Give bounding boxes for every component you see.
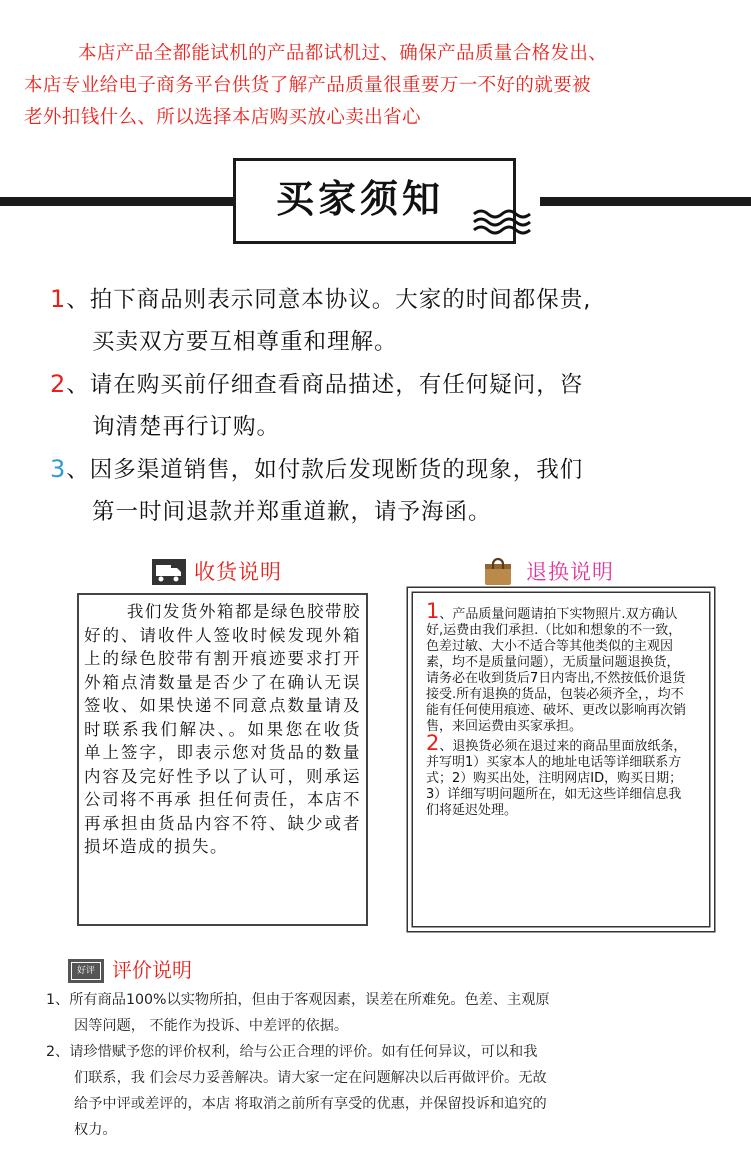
rule-number: 1 bbox=[50, 285, 67, 313]
rule-item bbox=[50, 448, 730, 533]
review-text-cont: 权力。 bbox=[74, 1122, 117, 1138]
banner-rule-left bbox=[0, 197, 233, 206]
rule-separator: 、 bbox=[66, 372, 90, 398]
rule-text: 因多渠道销售，如付款后发现断货的现象，我们 bbox=[89, 457, 584, 483]
returns-text-2: 、退换货必须在退过来的商品里面放纸条，并写明1）买家本人的地址电话等详细联系方式；2）购买出处，注明网店ID，购买日期；3）详细写明问题所在，如无这些详细信息我 们将延迟处理。 bbox=[426, 739, 687, 818]
delivery-text bbox=[84, 600, 361, 859]
rule-number: 3 bbox=[50, 455, 67, 483]
review-item bbox=[46, 1039, 716, 1143]
returns-number-1: 1 bbox=[426, 599, 440, 623]
rule-separator: 、 bbox=[66, 457, 90, 483]
returns-text-1: 、产品质量问题请拍下实物照片.双方确认好,运费由我们承担.（比如和想象的不一致，色差过敏、大小不适合等其他类似的主观因素，均不是质量问题），无质量问题退换货，请务必在收到货后7日内寄出,不然按低价退货接受.所有退换的货品，包装必须齐全，，均不能有任何使用痕迹、破坏、更改以影响再次销售，来回运费由买家承担。 bbox=[426, 607, 687, 734]
rule-text: 请在购买前仔细查看商品描述，有任何疑问，咨 bbox=[89, 372, 584, 398]
rule-item bbox=[50, 278, 730, 363]
rule-text-cont: 第一时间退款并郑重道歉，请予海函。 bbox=[92, 499, 492, 525]
review-text: 所有商品100%以实物所拍，但由于客观因素，误差在所难免。色差、主观原 bbox=[69, 992, 550, 1008]
waves-icon bbox=[472, 208, 534, 236]
intro-line-1: 本店产品全都能试机的产品都试机过、确保产品质量合格发出、 bbox=[78, 43, 608, 64]
returns-title: 退换说明 bbox=[526, 560, 614, 584]
delivery-paragraph: 我们发货外箱都是绿色胶带胶好的、请收件人签收时候发现外箱上的绿色胶带有割开痕迹要求打开外箱点清数量是否少了在确认无误签收、如果快递不同意点数量请及时联系我们解决、。如果您在收货单上签字，即表示您对货品的数量内容及完好性予以了认可，则承运公司将不再承 担任何责任，本店不再承担由货品内容不符、缺少或者损坏造成的损失。 bbox=[84, 602, 361, 856]
review-text: 请珍惜赋予您的评价权利，给与公正合理的评价。如有任何异议，可以和我 bbox=[69, 1044, 538, 1060]
review-number: 2、 bbox=[46, 1044, 70, 1060]
review-badge-label: 好评 bbox=[76, 966, 95, 976]
review-title: 评价说明 bbox=[112, 958, 192, 982]
review-text-cont: 给予中评或差评的，本店 将取消之前所有享受的优惠，并保留投诉和追究的 bbox=[74, 1096, 547, 1112]
shopping-bag-icon bbox=[483, 556, 513, 586]
returns-number-2: 2 bbox=[426, 731, 440, 755]
returns-paragraph-2 bbox=[426, 731, 690, 819]
review-text-cont: 们联系，我 们会尽力妥善解决。请大家一定在问题解决以后再做评价。无故 bbox=[74, 1070, 547, 1086]
intro-notice bbox=[24, 38, 736, 134]
banner-title: 买家须知 bbox=[248, 173, 472, 225]
review-number: 1、 bbox=[46, 992, 70, 1008]
rule-separator: 、 bbox=[66, 287, 90, 313]
review-list bbox=[46, 987, 716, 1143]
buyer-rules-list bbox=[50, 278, 730, 533]
rule-text: 拍下商品则表示同意本协议。大家的时间都保贵, bbox=[89, 287, 592, 313]
returns-text bbox=[426, 599, 690, 819]
banner-rule-right bbox=[540, 197, 751, 206]
rule-text-cont: 询清楚再行订购。 bbox=[92, 414, 281, 440]
delivery-title: 收货说明 bbox=[194, 560, 282, 584]
rule-item bbox=[50, 363, 730, 448]
rule-number: 2 bbox=[50, 370, 67, 398]
truck-icon bbox=[152, 559, 186, 585]
rule-text-cont: 买卖双方要互相尊重和理解。 bbox=[92, 329, 398, 355]
returns-paragraph-1 bbox=[426, 599, 690, 735]
review-text-cont: 因等问题， 不能作为投诉、中差评的依据。 bbox=[74, 1018, 349, 1034]
intro-line-3: 老外扣钱什么、所以选择本店购买放心卖出省心 bbox=[24, 107, 421, 128]
review-badge-icon bbox=[68, 959, 104, 983]
intro-line-2: 本店专业给电子商务平台供货了解产品质量很重要万一不好的就要被 bbox=[24, 75, 592, 96]
review-item bbox=[46, 987, 716, 1039]
